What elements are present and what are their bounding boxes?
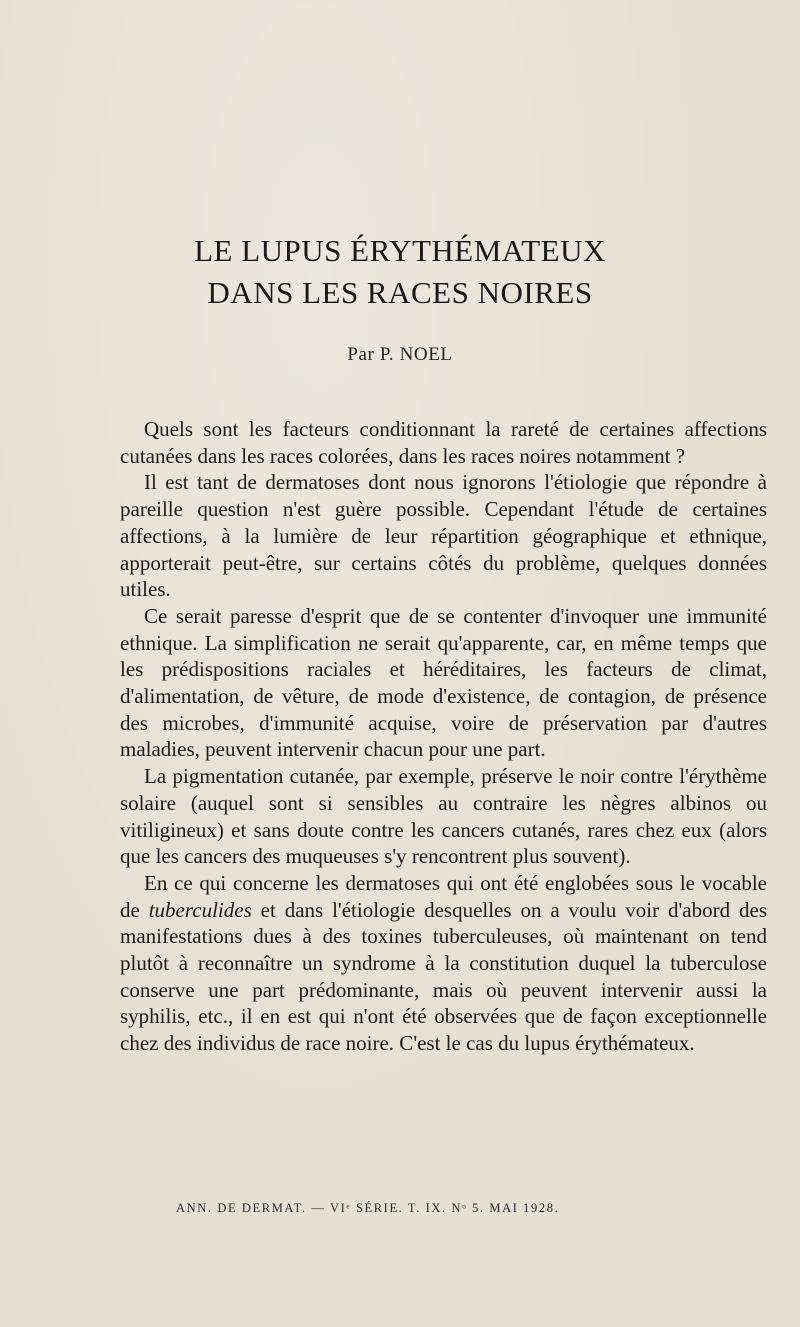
article-body [120, 416, 767, 1057]
journal-footer: ANN. DE DERMAT. — VIᵉ SÉRIE. T. IX. Nᵒ 5. MAI 1928. [176, 1201, 560, 1215]
paragraph-5-part-1: En ce qui concerne les dermatoses qui ont été englobées sous le vocable de [120, 870, 767, 922]
author-byline: Par P. NOEL [347, 344, 453, 365]
title-line-2: DANS LES RACES NOIRES [207, 275, 593, 310]
paragraph-2: Il est tant de dermatoses dont nous ignorons l'étiologie que répondre à pareille question n'est guère possible. Cependant l'étude de certaines affections, à la lumière de leur répartition géographique et ethnique, apporterait peut-être, sur certains côtés du problème, quelques données utiles. [120, 470, 767, 602]
paragraph-3: Ce serait paresse d'esprit que de se contenter d'invoquer une immunité ethnique. La simplification ne serait qu'apparente, car, en même temps que les prédispositions raciales et héréditaires, les facteurs de climat, d'alimentation, de vêture, de mode d'existence, de contagion, de présence des microbes, d'immunité acquise, voire de préservation par d'autres maladies, peuvent intervenir chacun pour une part. [120, 603, 767, 762]
title-line-1: LE LUPUS ÉRYTHÉMATEUX [194, 233, 606, 268]
paragraph-1: Quels sont les facteurs conditionnant la rareté de certaines affections cutanées dans les races colorées, dans les races noires notamment ? [120, 417, 767, 468]
paragraph-5-part-2: et dans l'étiologie desquelles on a voulu voir d'abord des manifestations dues à des toxines tuberculeuses, où maintenant on tend plutôt à reconnaître un syndrome à la constitution duquel la tuberculose conserve une part prédominante, mais où peuvent intervenir aussi la syphilis, etc., il en est qui n'ont été observées que de façon exceptionnelle chez des individus de race noire. C'est le cas du lupus érythémateux. [120, 897, 767, 1056]
article-title [0, 230, 800, 314]
paragraph-5 [120, 870, 767, 1057]
tuberculides-term: tuberculides [148, 897, 252, 922]
paragraph-4: La pigmentation cutanée, par exemple, préserve le noir contre l'érythème solaire (auquel sont si sensibles au contraire les nègres albinos ou vitiligineux) et sans doute contre les cancers cutanés, rares chez eux (alors que les cancers des muqueuses s'y rencontrent plus souvent). [120, 764, 767, 869]
